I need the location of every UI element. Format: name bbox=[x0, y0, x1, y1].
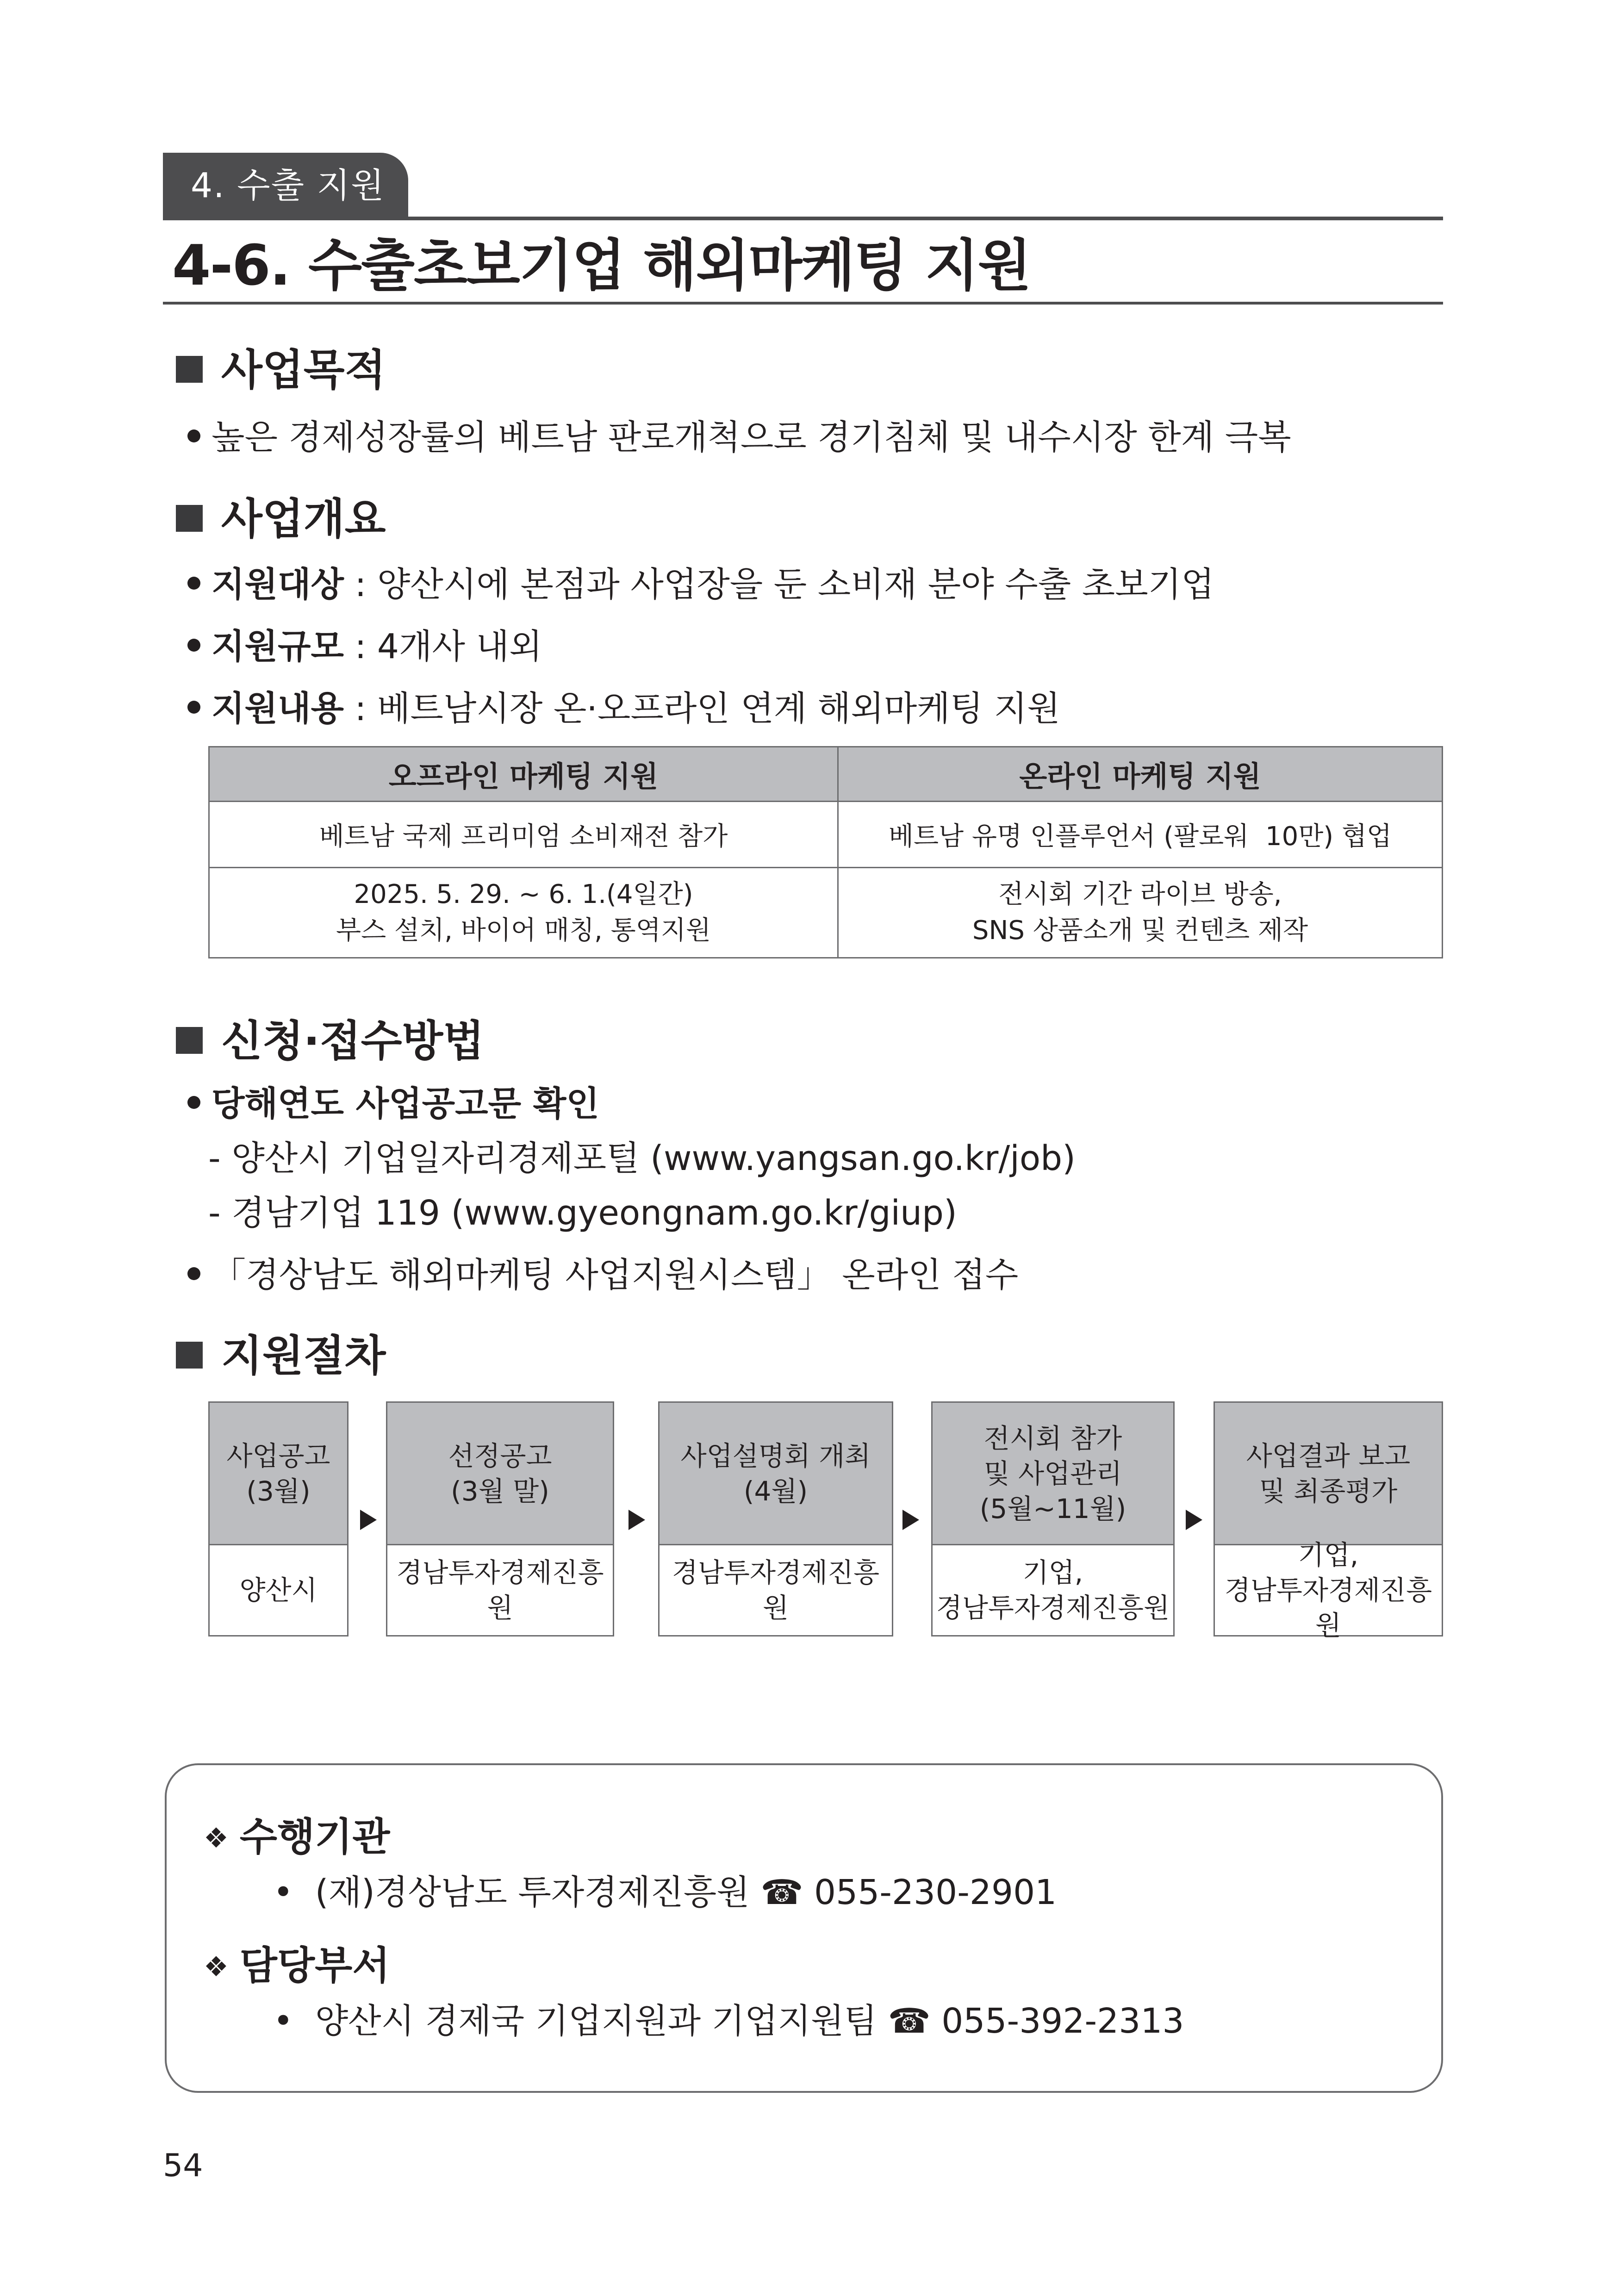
table-cell: 2025. 5. 29. ~ 6. 1.(4일간) 부스 설치, 바이어 매칭, 통역지원 bbox=[209, 868, 838, 958]
process-step-3: 사업설명회 개최 (4월) 경남투자경제진흥원 bbox=[658, 1401, 893, 1636]
phone-icon: ☎ bbox=[760, 1873, 803, 1912]
overview-item-target: 지원대상 : 양산시에 본점과 사업장을 둔 소비재 분야 수출 초보기업 bbox=[187, 559, 1214, 610]
process-step-5: 사업결과 보고 및 최종평가 기업, 경남투자경제진흥원 bbox=[1214, 1401, 1443, 1636]
dot-bullet-icon bbox=[187, 1267, 200, 1280]
contact-box bbox=[165, 1763, 1443, 2093]
table-cell: 베트남 유명 인플루언서 (팔로워 10만) 협업 bbox=[838, 802, 1443, 868]
overview-heading: 사업개요 bbox=[176, 492, 386, 547]
table-header-online: 온라인 마케팅 지원 bbox=[838, 747, 1443, 802]
purpose-heading: 사업목적 bbox=[176, 342, 386, 398]
process-step-2: 선정공고 (3월 말) 경남투자경제진흥원 bbox=[386, 1401, 614, 1636]
apply-sub-giup: - 경남기업 119 (www.gyeongnam.go.kr/giup) bbox=[208, 1193, 957, 1233]
arrow-right-icon bbox=[902, 1510, 919, 1530]
table-row bbox=[209, 802, 1443, 868]
bullet-icon: • bbox=[273, 1873, 293, 1912]
dept-line: • 양산시 경제국 기업지원과 기업지원팀 ☎ 055-392-2313 bbox=[273, 2001, 1184, 2041]
title-rule bbox=[163, 302, 1443, 305]
phone-icon: ☎ bbox=[888, 2001, 931, 2041]
process-step-1: 사업공고 (3월) 양산시 bbox=[208, 1401, 348, 1636]
process-heading: 지원절차 bbox=[176, 1328, 386, 1384]
arrow-right-icon bbox=[360, 1510, 377, 1530]
bullet-icon: • bbox=[273, 2001, 293, 2041]
table-header-offline: 오프라인 마케팅 지원 bbox=[209, 747, 838, 802]
dept-heading: ❖ 담당부서 bbox=[204, 1940, 390, 1992]
table-row bbox=[209, 868, 1443, 958]
dept-phone: 055-392-2313 bbox=[941, 2001, 1184, 2041]
purpose-text: 높은 경제성장률의 베트남 판로개척으로 경기침체 및 내수시장 한계 극복 bbox=[187, 412, 1291, 463]
overview-item-scale: 지원규모 : 4개사 내외 bbox=[187, 621, 542, 672]
diamond-bullet-icon: ❖ bbox=[204, 1951, 229, 1983]
apply-item-online: 「경상남도 해외마케팅 사업지원시스템」 온라인 접수 bbox=[187, 1250, 1018, 1300]
table-cell: 전시회 기간 라이브 방송, SNS 상품소개 및 컨텐츠 제작 bbox=[838, 868, 1443, 958]
diamond-bullet-icon: ❖ bbox=[204, 1822, 229, 1854]
dot-bullet-icon bbox=[187, 577, 200, 590]
marketing-table bbox=[208, 746, 1443, 958]
square-bullet-icon bbox=[176, 356, 203, 383]
process-step-4: 전시회 참가 및 사업관리 (5월~11월) 기업, 경남투자경제진흥원 bbox=[931, 1401, 1175, 1636]
arrow-right-icon bbox=[629, 1510, 645, 1530]
dot-bullet-icon bbox=[187, 1096, 200, 1109]
page-number: 54 bbox=[163, 2147, 203, 2184]
square-bullet-icon bbox=[176, 1342, 203, 1369]
apply-heading: 신청·접수방법 bbox=[176, 1014, 484, 1069]
page-title: 4-6. 수출초보기업 해외마케팅 지원 bbox=[172, 234, 1031, 298]
square-bullet-icon bbox=[176, 505, 203, 532]
agency-line: • (재)경상남도 투자경제진흥원 ☎ 055-230-2901 bbox=[273, 1873, 1057, 1912]
header-rule bbox=[163, 217, 1443, 220]
dot-bullet-icon bbox=[187, 701, 200, 714]
apply-sub-portal: - 양산시 기업일자리경제포털 (www.yangsan.go.kr/job) bbox=[208, 1139, 1076, 1178]
apply-item-notice: 당해연도 사업공고문 확인 bbox=[187, 1078, 599, 1129]
arrow-right-icon bbox=[1186, 1510, 1202, 1530]
overview-item-content: 지원내용 : 베트남시장 온·오프라인 연계 해외마케팅 지원 bbox=[187, 683, 1060, 734]
table-row bbox=[209, 747, 1443, 802]
dot-bullet-icon bbox=[187, 429, 200, 442]
square-bullet-icon bbox=[176, 1027, 203, 1054]
section-tab: 4. 수출 지원 bbox=[163, 153, 408, 218]
table-cell: 베트남 국제 프리미엄 소비재전 참가 bbox=[209, 802, 838, 868]
agency-phone: 055-230-2901 bbox=[814, 1873, 1057, 1912]
dot-bullet-icon bbox=[187, 639, 200, 652]
agency-heading: ❖ 수행기관 bbox=[204, 1811, 390, 1864]
